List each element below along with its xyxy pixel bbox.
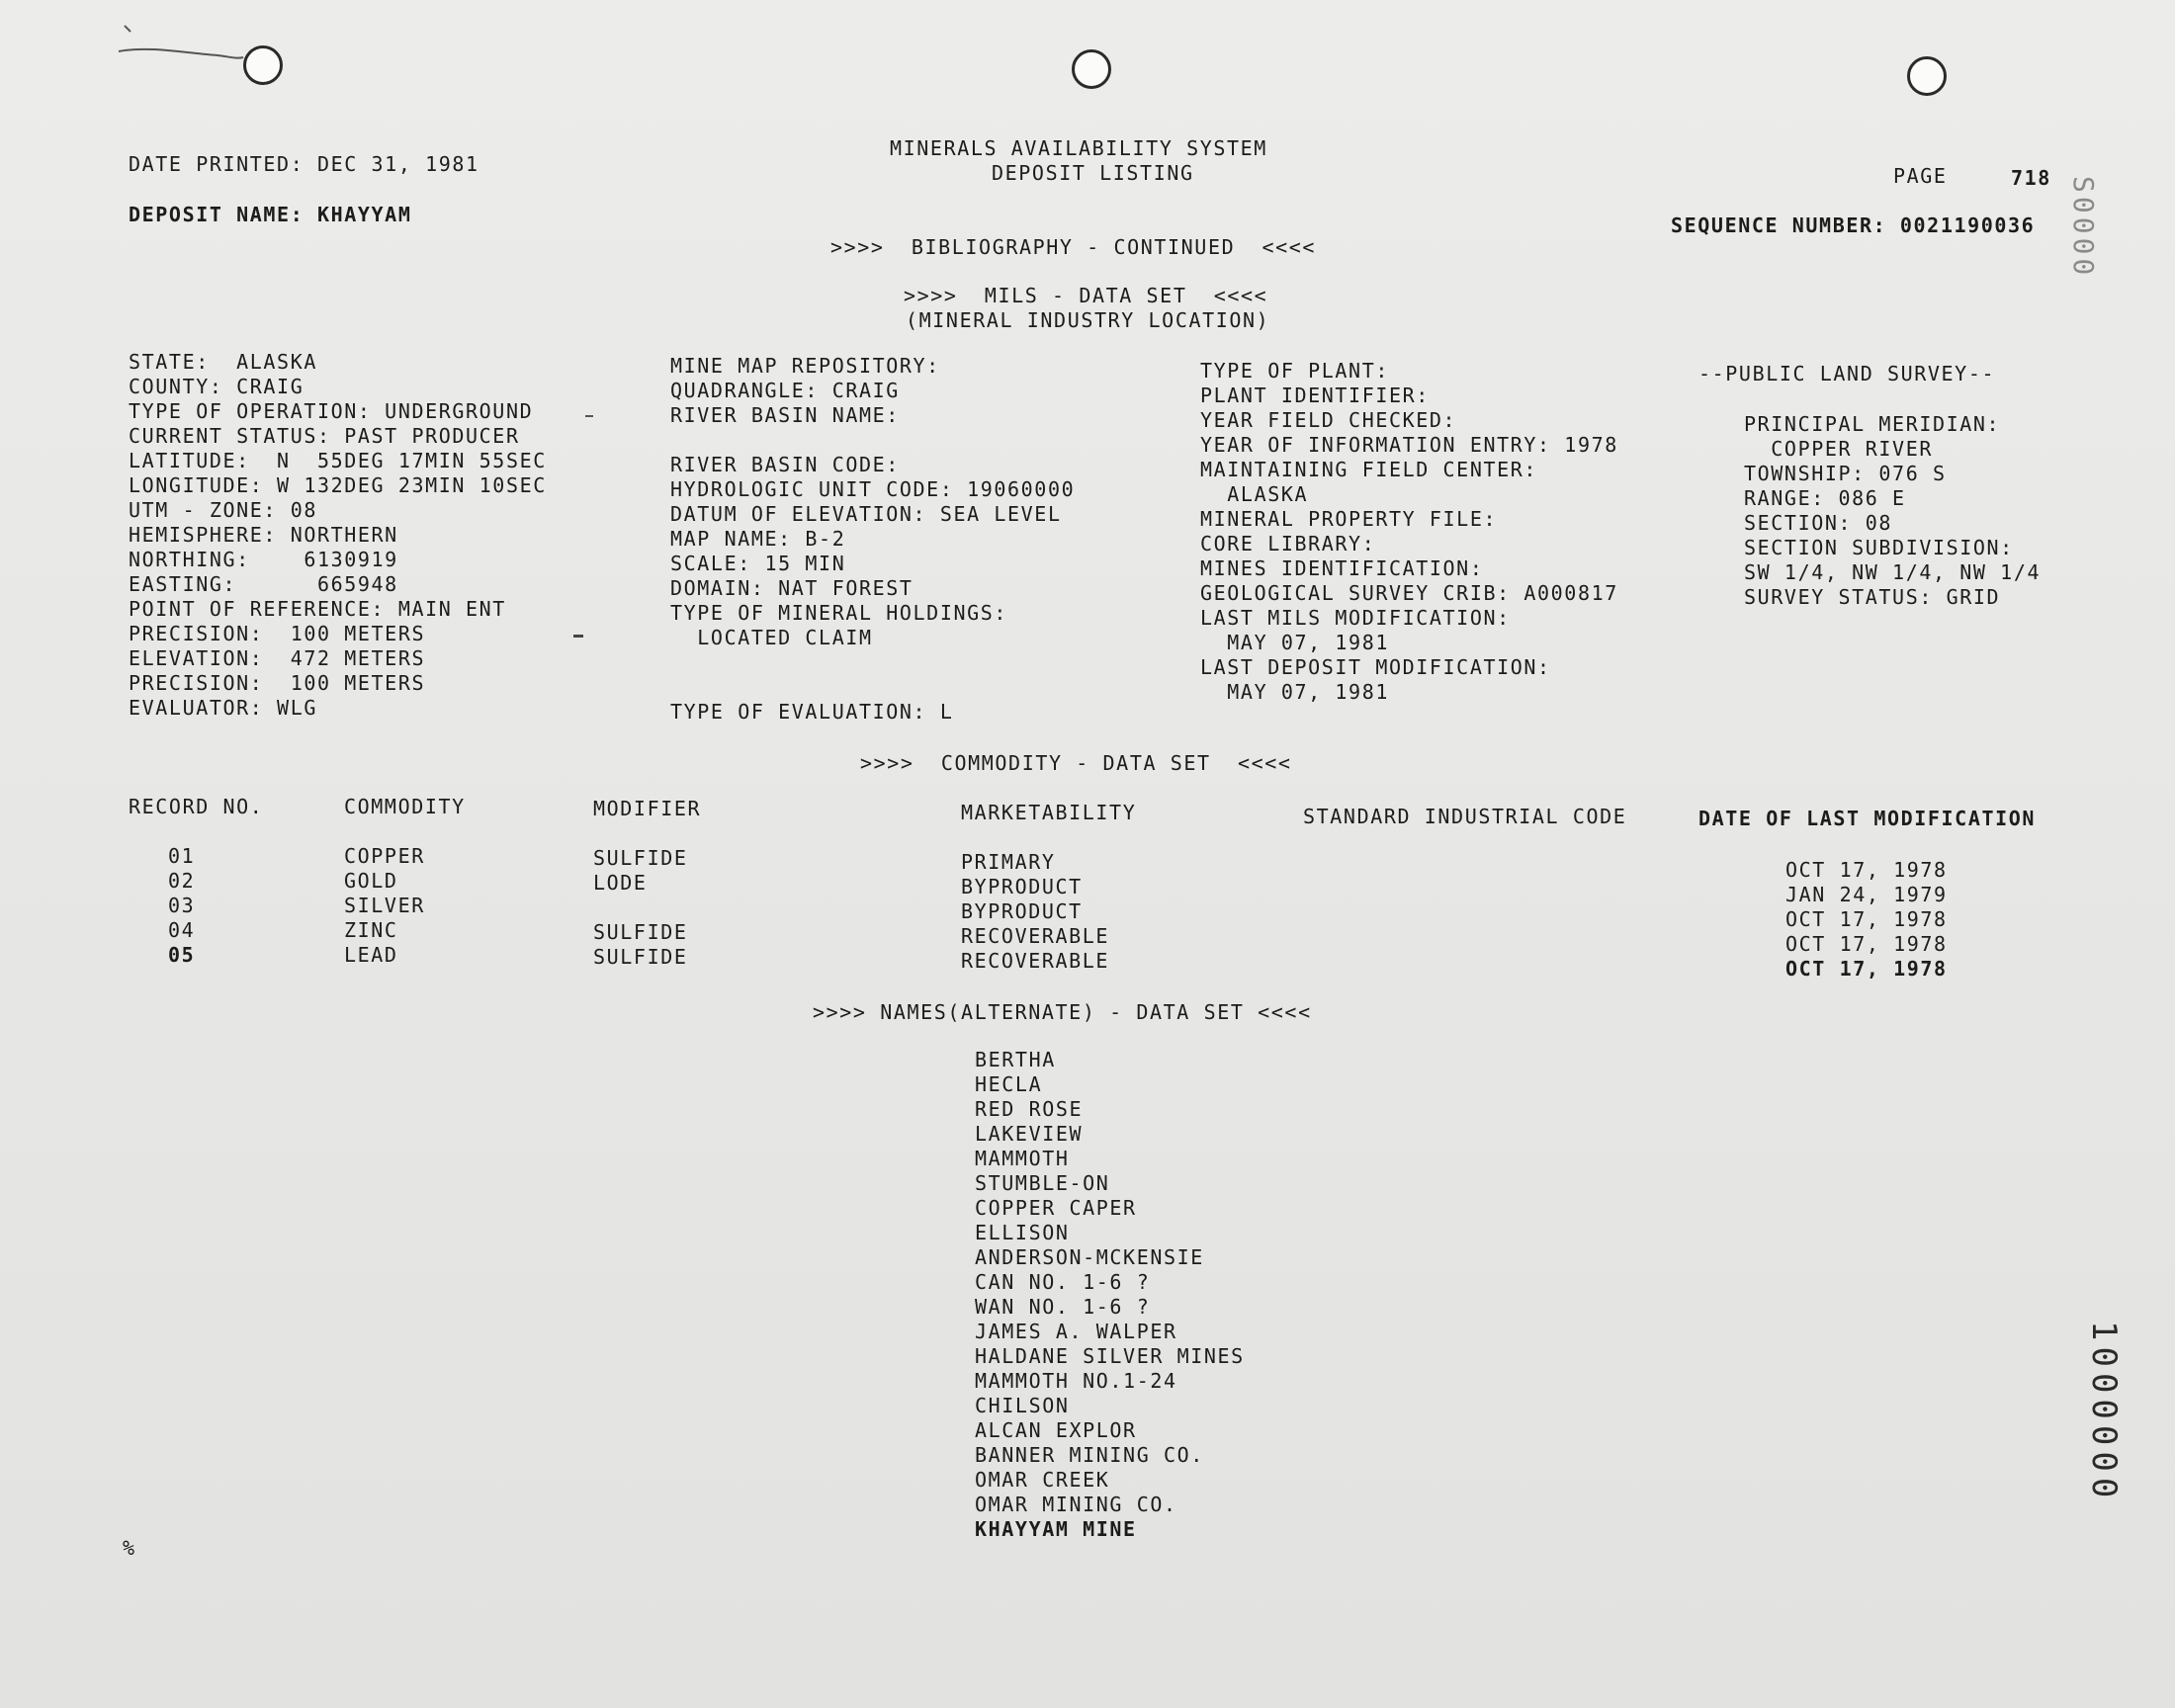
list-item: ALCAN EXPLOR — [975, 1418, 1137, 1442]
list-item: BERTHA — [975, 1048, 1056, 1071]
margin-stamp-top: S0000 — [2067, 176, 2100, 280]
plant-identifier-line: PLANT IDENTIFIER: — [1200, 384, 1430, 407]
header-commodity: COMMODITY — [344, 795, 466, 818]
stray-dash — [585, 415, 593, 417]
list-item: MAMMOTH NO.1-24 — [975, 1369, 1177, 1393]
listing-title: DEPOSIT LISTING — [992, 161, 1194, 185]
punch-hole-center — [1072, 49, 1111, 89]
plant-type-line: TYPE OF PLANT: — [1200, 359, 1389, 383]
header-record-no: RECORD NO. — [129, 795, 264, 818]
range-line: RANGE: 086 E — [1744, 486, 1906, 510]
river-basin-name-line: RIVER BASIN NAME: — [670, 403, 900, 427]
field-center-line: MAINTAINING FIELD CENTER: — [1200, 458, 1538, 481]
table-row-marketability: RECOVERABLE — [961, 949, 1110, 973]
northing-line: NORTHING: 6130919 — [129, 548, 398, 571]
margin-stamp-bottom: 1000000 — [2084, 1321, 2124, 1504]
land-survey-heading: --PUBLIC LAND SURVEY-- — [1698, 362, 1996, 385]
list-item: CHILSON — [975, 1394, 1070, 1417]
latitude-line: LATITUDE: N 55DEG 17MIN 55SEC — [129, 449, 547, 472]
field-center-value: ALASKA — [1200, 482, 1309, 506]
list-item: CAN NO. 1-6 ? — [975, 1270, 1151, 1294]
subdivision-line: SECTION SUBDIVISION: — [1744, 536, 2014, 559]
operation-line: TYPE OF OPERATION: UNDERGROUND — [129, 399, 534, 423]
names-heading: >>>> NAMES(ALTERNATE) - DATA SET <<<< — [813, 1000, 1312, 1024]
list-item: OMAR CREEK — [975, 1468, 1110, 1492]
crib-line: GEOLOGICAL SURVEY CRIB: A000817 — [1200, 581, 1618, 605]
survey-status-line: SURVEY STATUS: GRID — [1744, 585, 2001, 609]
domain-line: DOMAIN: NAT FOREST — [670, 576, 914, 600]
mils-heading: >>>> MILS - DATA SET <<<< — [904, 284, 1268, 307]
table-row-date: JAN 24, 1979 — [1785, 883, 1948, 906]
system-title: MINERALS AVAILABILITY SYSTEM — [890, 136, 1267, 160]
page-number: 718 — [2011, 166, 2051, 190]
hydrologic-unit-line: HYDROLOGIC UNIT CODE: 19060000 — [670, 477, 1076, 501]
state-line: STATE: ALASKA — [129, 350, 317, 374]
list-item: ELLISON — [975, 1221, 1070, 1244]
quadrangle-line: QUADRANGLE: CRAIG — [670, 379, 900, 402]
map-name-line: MAP NAME: B-2 — [670, 527, 846, 551]
subdivision-value: SW 1/4, NW 1/4, NW 1/4 — [1744, 560, 2042, 584]
commodity-heading: >>>> COMMODITY - DATA SET <<<< — [860, 751, 1292, 775]
table-row-record: 04 — [168, 918, 196, 942]
list-item: WAN NO. 1-6 ? — [975, 1295, 1151, 1319]
stray-dash — [573, 635, 583, 638]
list-item: OMAR MINING CO. — [975, 1493, 1177, 1516]
list-item: LAKEVIEW — [975, 1122, 1084, 1146]
table-row-commodity: ZINC — [344, 918, 398, 942]
section-line: SECTION: 08 — [1744, 511, 1893, 535]
table-row-modifier: LODE — [593, 871, 648, 895]
header-last-mod: DATE OF LAST MODIFICATION — [1698, 807, 2037, 830]
easting-line: EASTING: 665948 — [129, 572, 398, 596]
datum-line: DATUM OF ELEVATION: SEA LEVEL — [670, 502, 1062, 526]
table-row-modifier: SULFIDE — [593, 846, 688, 870]
table-row-modifier: SULFIDE — [593, 920, 688, 944]
evaluation-type-line: TYPE OF EVALUATION: L — [670, 700, 954, 724]
list-item: RED ROSE — [975, 1097, 1084, 1121]
mine-map-line: MINE MAP REPOSITORY: — [670, 354, 940, 378]
last-deposit-mod-date: MAY 07, 1981 — [1200, 680, 1389, 704]
sequence-number: SEQUENCE NUMBER: 0021190036 — [1671, 214, 2036, 237]
mineral-holdings-line: TYPE OF MINERAL HOLDINGS: — [670, 601, 1008, 625]
evaluator-line: EVALUATOR: WLG — [129, 696, 317, 720]
pen-scribble — [79, 10, 257, 79]
utm-zone-line: UTM - ZONE: 08 — [129, 498, 317, 522]
year-checked-line: YEAR FIELD CHECKED: — [1200, 408, 1457, 432]
last-mils-mod-date: MAY 07, 1981 — [1200, 631, 1389, 654]
table-row-commodity: SILVER — [344, 894, 425, 917]
table-row-marketability: BYPRODUCT — [961, 899, 1083, 923]
table-row-commodity: GOLD — [344, 869, 398, 893]
located-claim-line: LOCATED CLAIM — [670, 626, 873, 649]
list-item: BANNER MINING CO. — [975, 1443, 1204, 1467]
hemisphere-line: HEMISPHERE: NORTHERN — [129, 523, 398, 547]
last-deposit-mod-line: LAST DEPOSIT MODIFICATION: — [1200, 655, 1551, 679]
status-line: CURRENT STATUS: PAST PRODUCER — [129, 424, 520, 448]
punch-hole-right — [1907, 56, 1947, 96]
property-file-line: MINERAL PROPERTY FILE: — [1200, 507, 1498, 531]
table-row-record: 05 — [168, 943, 196, 967]
precision-line: PRECISION: 100 METERS — [129, 622, 426, 645]
page-label: PAGE — [1893, 164, 1948, 188]
deposit-name: DEPOSIT NAME: KHAYYAM — [129, 203, 412, 226]
footer-mark: % — [123, 1536, 136, 1560]
mils-subheading: (MINERAL INDUSTRY LOCATION) — [906, 308, 1270, 332]
list-item: HALDANE SILVER MINES — [975, 1344, 1245, 1368]
list-item: HECLA — [975, 1072, 1043, 1096]
header-sic: STANDARD INDUSTRIAL CODE — [1303, 805, 1627, 828]
elevation-precision-line: PRECISION: 100 METERS — [129, 671, 426, 695]
table-row-commodity: LEAD — [344, 943, 398, 967]
list-item: KHAYYAM MINE — [975, 1517, 1137, 1541]
header-marketability: MARKETABILITY — [961, 801, 1137, 824]
list-item: MAMMOTH — [975, 1147, 1070, 1170]
table-row-marketability: PRIMARY — [961, 850, 1056, 874]
date-printed: DATE PRINTED: DEC 31, 1981 — [129, 152, 479, 176]
table-row-record: 03 — [168, 894, 196, 917]
bibliography-heading: >>>> BIBLIOGRAPHY - CONTINUED <<<< — [830, 235, 1317, 259]
county-line: COUNTY: CRAIG — [129, 375, 304, 398]
table-row-record: 02 — [168, 869, 196, 893]
list-item: STUMBLE-ON — [975, 1171, 1110, 1195]
list-item: ANDERSON-MCKENSIE — [975, 1245, 1204, 1269]
elevation-line: ELEVATION: 472 METERS — [129, 646, 426, 670]
table-row-marketability: RECOVERABLE — [961, 924, 1110, 948]
table-row-marketability: BYPRODUCT — [961, 875, 1083, 898]
township-line: TOWNSHIP: 076 S — [1744, 462, 1947, 485]
longitude-line: LONGITUDE: W 132DEG 23MIN 10SEC — [129, 473, 547, 497]
table-row-date: OCT 17, 1978 — [1785, 932, 1948, 956]
mines-identification-line: MINES IDENTIFICATION: — [1200, 556, 1484, 580]
meridian-value: COPPER RIVER — [1744, 437, 1933, 461]
last-mils-mod-line: LAST MILS MODIFICATION: — [1200, 606, 1511, 630]
table-row-date: OCT 17, 1978 — [1785, 907, 1948, 931]
scale-line: SCALE: 15 MIN — [670, 552, 846, 575]
header-modifier: MODIFIER — [593, 797, 702, 820]
river-basin-code-line: RIVER BASIN CODE: — [670, 453, 900, 476]
table-row-record: 01 — [168, 844, 196, 868]
table-row-commodity: COPPER — [344, 844, 425, 868]
list-item: COPPER CAPER — [975, 1196, 1137, 1220]
meridian-line: PRINCIPAL MERIDIAN: — [1744, 412, 2001, 436]
list-item: JAMES A. WALPER — [975, 1320, 1177, 1343]
year-entry-line: YEAR OF INFORMATION ENTRY: 1978 — [1200, 433, 1618, 457]
table-row-date: OCT 17, 1978 — [1785, 858, 1948, 882]
table-row-date: OCT 17, 1978 — [1785, 957, 1948, 981]
table-row-modifier: SULFIDE — [593, 945, 688, 969]
core-library-line: CORE LIBRARY: — [1200, 532, 1376, 555]
point-of-reference-line: POINT OF REFERENCE: MAIN ENT — [129, 597, 506, 621]
